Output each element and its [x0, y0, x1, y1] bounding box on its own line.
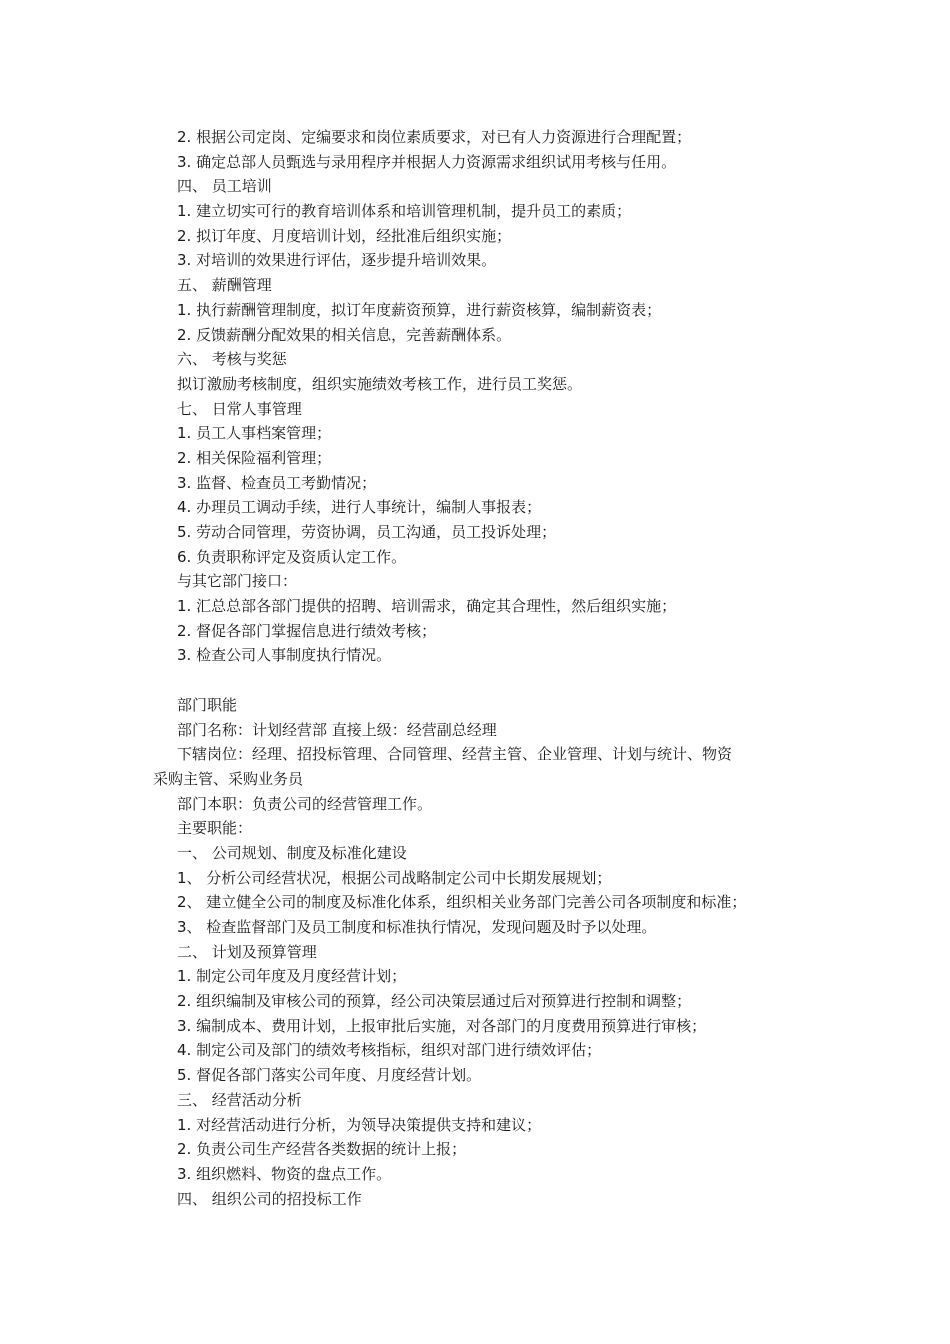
section-heading: 一、 公司规划、制度及标准化建设: [177, 843, 407, 862]
department-name: 部门名称：计划经营部 直接上级：经营副总经理: [177, 720, 497, 739]
text-line: 1. 制定公司年度及月度经营计划；: [177, 967, 407, 986]
text-line: 2. 相关保险福利管理；: [177, 448, 332, 467]
section-heading: 六、 考核与奖惩: [177, 350, 287, 369]
text-line: 1. 建立切实可行的教育培训体系和培训管理机制，提升员工的素质；: [177, 202, 632, 221]
section-heading: 五、 薪酬管理: [177, 276, 272, 295]
text-line: 1、 分析公司经营状况，根据公司战略制定公司中长期发展规划；: [177, 868, 612, 887]
text-line: 2. 组织编制及审核公司的预算，经公司决策层通过后对预算进行控制和调整；: [177, 992, 692, 1011]
text-line: 4. 制定公司及部门的绩效考核指标，组织对部门进行绩效评估；: [177, 1041, 602, 1060]
text-line: 3. 编制成本、费用计划，上报审批后实施，对各部门的月度费用预算进行审核；: [177, 1016, 707, 1035]
text-line: 2. 拟订年度、月度培训计划，经批准后组织实施；: [177, 226, 512, 245]
text-line: 2. 督促各部门掌握信息进行绩效考核；: [177, 621, 437, 640]
section-heading: 四、 员工培训: [177, 177, 272, 196]
text-line: 1. 执行薪酬管理制度，拟订年度薪资预算，进行薪资核算，编制薪资表；: [177, 300, 662, 319]
text-line: 5. 督促各部门落实公司年度、月度经营计划。: [177, 1066, 482, 1085]
main-functions-label: 主要职能：: [177, 819, 253, 838]
text-line: 3. 确定总部人员甄选与录用程序并根据人力资源需求组织试用考核与任用。: [177, 152, 677, 171]
text-line: 3. 监督、检查员工考勤情况；: [177, 473, 377, 492]
document-body: [153, 125, 817, 1211]
text-line: 拟订激励考核制度，组织实施绩效考核工作，进行员工奖惩。: [177, 374, 583, 393]
text-line: 6. 负责职称评定及资质认定工作。: [177, 547, 407, 566]
text-line: 3. 组织燃料、物资的盘点工作。: [177, 1164, 392, 1183]
text-line: 2、 建立健全公司的制度及标准化体系，组织相关业务部门完善公司各项制度和标准；: [177, 893, 747, 912]
subordinate-positions-continued: 采购主管、采购业务员: [153, 769, 304, 788]
blank-line: [177, 668, 817, 693]
text-line: 1. 汇总总部各部门提供的招聘、培训需求，确定其合理性，然后组织实施；: [177, 597, 677, 616]
text-line: 5. 劳动合同管理，劳资协调，员工沟通，员工投诉处理；: [177, 523, 557, 541]
text-line: 4. 办理员工调动手续，进行人事统计，编制人事报表；: [177, 498, 542, 517]
text-line: 1. 对经营活动进行分析，为领导决策提供支持和建议；: [177, 1115, 542, 1134]
section-heading: 二、 计划及预算管理: [177, 942, 317, 961]
subordinate-positions: 下辖岗位：经理、招投标管理、合同管理、经营主管、企业管理、计划与统计、物资: [177, 745, 733, 764]
department-heading: 部门职能: [177, 695, 238, 714]
department-duty: 部门本职：负责公司的经营管理工作。: [177, 794, 433, 813]
text-line: 2. 负责公司生产经营各类数据的统计上报；: [177, 1140, 467, 1159]
text-line: 2. 反馈薪酬分配效果的相关信息，完善薪酬体系。: [177, 325, 512, 344]
text-line: 3. 对培训的效果进行评估，逐步提升培训效果。: [177, 251, 497, 270]
text-line: 3、 检查监督部门及员工制度和标准执行情况，发现问题及时予以处理。: [177, 918, 657, 936]
text-line: 2. 根据公司定岗、定编要求和岗位素质要求，对已有人力资源进行合理配置；: [177, 128, 692, 146]
text-line: 3. 检查公司人事制度执行情况。: [177, 646, 392, 665]
text-line: 1. 员工人事档案管理；: [177, 424, 332, 443]
section-heading: 七、 日常人事管理: [177, 399, 302, 418]
section-heading: 四、 组织公司的招投标工作: [177, 1189, 362, 1208]
section-heading: 三、 经营活动分析: [177, 1090, 302, 1109]
section-heading: 与其它部门接口：: [177, 572, 298, 591]
